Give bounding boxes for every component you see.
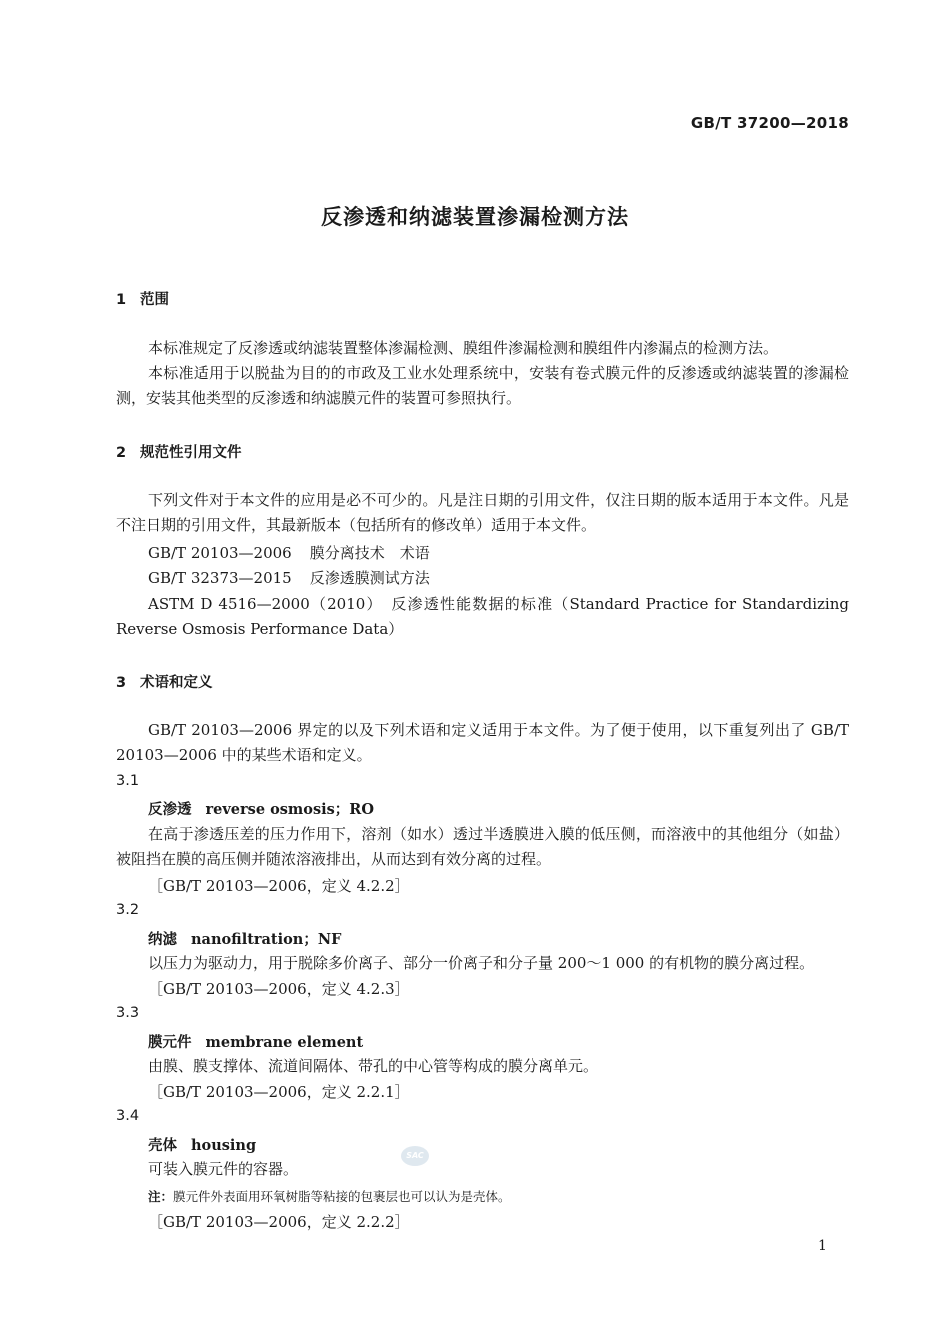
term-zh: 膜元件 (148, 1035, 192, 1051)
section-1-heading (116, 288, 169, 309)
section-2-heading (116, 441, 242, 462)
section-1-paragraph-2: 本标准适用于以脱盐为目的的市政及工业水处理系统中，安装有卷式膜元件的反渗透或纳滤装置的渗漏检测，安装其他类型的反渗透和纳滤膜元件的装置可参照执行。 (116, 364, 849, 407)
term-source: ［GB/T 20103—2006，定义 2.2.2］ (148, 1213, 410, 1231)
reference-code: GB/T 32373—2015 (148, 569, 292, 587)
section-number: 2 (116, 445, 127, 461)
term-heading (148, 928, 341, 949)
term-number: 3.1 (116, 773, 140, 789)
term-definition: 以压力为驱动力，用于脱除多价离子、部分一价离子和分子量 200～1 000 的有机物的膜分离过程。 (148, 954, 815, 972)
term-definition: 由膜、膜支撑体、流道间隔体、带孔的中心管等构成的膜分离单元。 (148, 1057, 599, 1075)
section-number: 1 (116, 292, 127, 308)
term-source: ［GB/T 20103—2006，定义 2.2.1］ (148, 1083, 410, 1101)
term-source: ［GB/T 20103—2006，定义 4.2.2］ (148, 877, 410, 895)
term-zh: 反渗透 (148, 802, 192, 818)
section-number: 3 (116, 675, 127, 691)
term-source: ［GB/T 20103—2006，定义 4.2.3］ (148, 980, 410, 998)
reference-astm: ASTM D 4516—2000（2010） 反渗透性能数据的标准（Standard Practice for Standardizing Reverse Osmosis Performance Data） (116, 595, 849, 638)
term-zh: 壳体 (148, 1138, 177, 1154)
section-2-paragraph: 下列文件对于本文件的应用是必不可少的。凡是注日期的引用文件，仅注日期的版本适用于本文件。凡是不注日期的引用文件，其最新版本（包括所有的修改单）适用于本文件。 (116, 491, 849, 534)
term-en: nanofiltration；NF (191, 931, 342, 948)
reference-item (148, 567, 430, 588)
reference-code: GB/T 20103—2006 (148, 544, 292, 562)
section-title: 规范性引用文件 (140, 445, 242, 461)
term-number: 3.4 (116, 1108, 140, 1124)
term-en: reverse osmosis；RO (205, 801, 374, 818)
term-zh: 纳滤 (148, 932, 177, 948)
section-3-paragraph: GB/T 20103—2006 界定的以及下列术语和定义适用于本文件。为了便于使用，以下重复列出了 GB/T 20103—2006 中的某些术语和定义。 (116, 721, 849, 764)
term-definition: 在高于渗透压差的压力作用下，溶剂（如水）透过半透膜进入膜的低压侧，而溶液中的其他组分（如盐）被阻挡在膜的高压侧并随浓溶液排出，从而达到有效分离的过程。 (116, 825, 849, 868)
term-en: membrane element (205, 1034, 364, 1051)
term-definition: 可装入膜元件的容器。 (148, 1160, 299, 1178)
term-number: 3.3 (116, 1005, 140, 1021)
page-number: 1 (818, 1238, 827, 1254)
term-en: housing (191, 1137, 257, 1154)
note-label: 注： (148, 1189, 174, 1204)
note-text: 膜元件外表面用环氧树脂等粘接的包裹层也可以认为是壳体。 (173, 1189, 511, 1204)
term-note (148, 1187, 511, 1205)
term-heading (148, 798, 374, 819)
section-3-heading (116, 671, 213, 692)
section-1-paragraph-1: 本标准规定了反渗透或纳滤装置整体渗漏检测、膜组件渗漏检测和膜组件内渗漏点的检测方法。 (148, 339, 779, 357)
term-heading (148, 1031, 363, 1052)
document-title: 反渗透和纳滤装置渗漏检测方法 (321, 205, 629, 229)
sac-watermark: SAC (401, 1146, 429, 1166)
reference-item (148, 542, 430, 563)
standard-number: GB/T 37200—2018 (690, 114, 849, 132)
section-title: 术语和定义 (140, 675, 213, 691)
section-title: 范围 (140, 292, 169, 308)
term-heading (148, 1134, 256, 1155)
term-number: 3.2 (116, 902, 140, 918)
reference-title: 反渗透膜测试方法 (309, 569, 430, 587)
reference-title: 膜分离技术 术语 (309, 544, 430, 562)
